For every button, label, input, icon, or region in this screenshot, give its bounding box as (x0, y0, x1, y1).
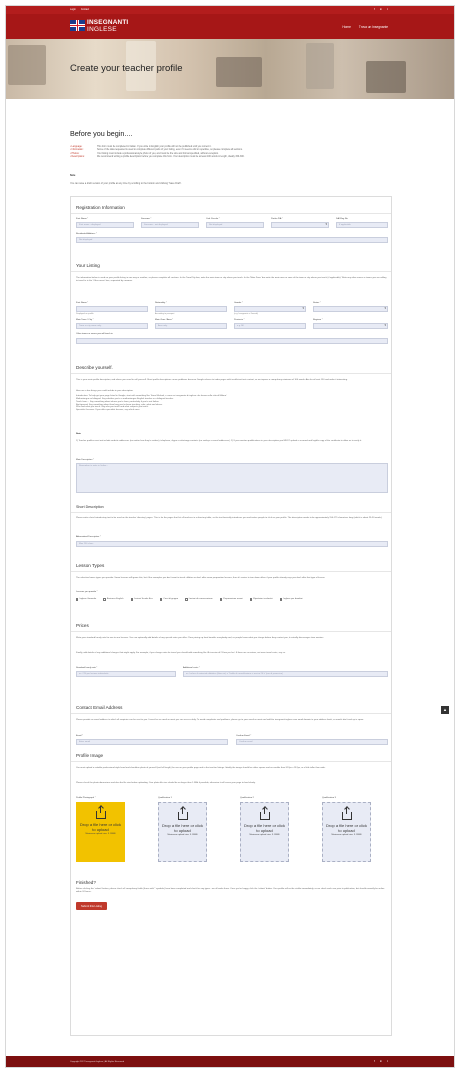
lesson-checkbox[interactable]: Preparazione esami (220, 598, 243, 601)
main-description-label: Main Description * (76, 459, 94, 461)
profile-image-heading: Profile Image (76, 753, 104, 758)
reg-firstname-input[interactable]: First name - displayed (76, 222, 134, 228)
provincia-label: Provincia * (234, 319, 245, 321)
main-description-textarea[interactable]: Remember to write in Italian... (76, 463, 388, 493)
listing-name-input[interactable] (76, 306, 148, 312)
reg-partitaiva-select[interactable] (271, 222, 329, 228)
regione-select[interactable] (313, 323, 388, 329)
registration-heading: Registration Information (76, 205, 125, 210)
bullet-who-what: Who and what you teach: Say who you teach and what subjects you teach. (76, 406, 149, 409)
login-link[interactable]: Login (70, 8, 76, 11)
qualification-1-dropzone[interactable]: Drop a file here or click to upload Maximum upload size: 3.15MB (158, 802, 207, 862)
zone-input[interactable]: Area only (155, 323, 227, 329)
additional-costs-input[interactable]: es. Incluso il materiale didattico (libro etc) o 'Tariffa di cancellazione si avvisa 24 h' (ore di preavviso) (183, 671, 388, 677)
zone-label: Main Zone / Area * (155, 319, 174, 321)
lesson-checkbox[interactable]: Ripetizioni scolastici (250, 598, 273, 601)
form-card (70, 196, 392, 1036)
qualification-3-label: Qualification 3 (322, 797, 336, 799)
req-information: • Information: Some of the data requested is used to complete different parts of your listing, even if it seems odd or repetitive, so please complete all sections. (70, 149, 243, 152)
describe-heading: Describe yourself. (76, 365, 113, 370)
upload-icon (342, 812, 352, 820)
reg-dai-input[interactable]: If applicable (336, 222, 388, 228)
listing-name-label: First Name * (76, 302, 89, 304)
address-label: Residential Address * (76, 233, 97, 235)
page-title: Create your teacher profile (70, 63, 183, 74)
prices-text-1: Write your standard hourly rate for one to one lessons. You can optionally add details of any special rates you offer. Clear pricing up front benefits everybody and, as people know what you charge before they contact you, it actually discourages time wasters. (76, 637, 324, 639)
footer-facebook-icon[interactable]: f (373, 1059, 375, 1064)
reg-surname-input[interactable]: Surname - not displayed (141, 222, 199, 228)
additional-costs-label: Additional costs * (183, 667, 200, 669)
linkedin-icon[interactable]: in (379, 6, 383, 11)
contact-link[interactable]: Contact (80, 8, 90, 11)
uk-flag-icon (70, 20, 85, 31)
finished-text: Before clicking the 'submit' button, please check all compulsory fields (those with * symbols) have been completed and check for any typos - we all make them. Once you're happy, click the 'submit' button. Your profile will not be visible immediately, as we check each one prior to publication, but should normally be online within 24 hours. (76, 888, 385, 893)
town-label: Main Town / City * (76, 319, 94, 321)
confirm-email-label: Confirm Email * (236, 735, 252, 737)
status-select[interactable] (313, 306, 388, 312)
note-text: You can save a draft version of your profile at any time by scrolling to the bottom and clicking 'Save Draft'. (70, 182, 182, 185)
qualification-3-dropzone[interactable]: Drop a file here or click to upload Maximum upload size: 3.15MB (322, 802, 371, 862)
provincia-input[interactable]: e.g. MI (234, 323, 306, 329)
reg-dai-label: DAI Reg No (336, 218, 348, 220)
bullet-intro: Introduction: To help get your page listed in Google, start with something like 'Sono Michael, e sono un insegnante di inglese che lavora nella citta di Milano.' (76, 395, 228, 397)
logo-line-2: INGLESE (87, 26, 117, 33)
main-nav (6, 14, 454, 39)
footer-twitter-icon[interactable]: t (387, 1059, 388, 1064)
other-areas-input[interactable] (76, 338, 388, 344)
profile-image-text-1: You must upload a suitable professional-style head and shoulders photo of yourself (not full length) for use on your profile page and in the teacher listings. Ideally the image should be either square and no smaller than 512px x 512px, or a little taller than wide. (76, 767, 326, 769)
copyright-text: Copyright 2017 Insegnanti Inglese | All Rights Reserved (70, 1061, 125, 1063)
qualification-2-dropzone[interactable]: Drop a file here or click to upload Maximum upload size: 3.15MB (240, 802, 289, 862)
lesson-checkbox[interactable]: Lezioni di conversazione (185, 598, 213, 601)
facebook-icon[interactable]: f (373, 6, 375, 11)
prices-text-2: Finally, add details of any additional charges that might apply. For example, if you charge extra for travel you should add something like 'A ricorsivo di 2 Euro per km'. If there are no extras, not even travel costs, say so. (76, 652, 286, 654)
lesson-checkbox[interactable]: Lezioni Scuole Eco (131, 598, 153, 601)
nationality-input[interactable] (155, 306, 227, 312)
nationality-hint: According to passport (155, 313, 175, 315)
other-areas-label: Other towns or zones you will teach in (76, 333, 113, 335)
abbr-description-label: Abbreviated Description * (76, 536, 101, 538)
gender-label: Gender * (234, 302, 243, 304)
req-language: • Language: This form must be completed in Italian. If you write in English your profile will not be published until you correct it. (70, 146, 212, 148)
nav-home[interactable]: Home (342, 25, 351, 29)
top-bar (6, 6, 454, 14)
req-descriptions: • Descriptions: We recommend writing a profile description before you complete this form. Your description must be at least 100 words in length, ideally 150-300. (70, 156, 245, 159)
contact-email-heading: Contact Email Address (76, 705, 123, 710)
gender-hint: (e.g. Insegnante = Female) (234, 313, 259, 315)
profile-image-text-2: Please check the photo dimensions and also the file size before uploading. Your photo file size should be no larger than 1.5Mb if possible, otherwise it will cause your page to load slowly. (76, 782, 256, 784)
listing-name-hint: Displayed on profile (76, 313, 94, 315)
lesson-checkbox[interactable]: Inglese per bambini (280, 598, 303, 601)
req-photos: • Photos: Your listing must include a professional-style photo of you, and must be the size and format specified, without exception. (70, 152, 219, 155)
upload-icon (178, 812, 188, 820)
reg-surname-label: Surname * (141, 218, 152, 220)
upload-icon (260, 812, 270, 820)
reg-firstname-label: First Name * (76, 218, 89, 220)
lesson-types-heading: Lesson Types (76, 563, 105, 568)
lesson-checkbox[interactable]: Corsi di gruppo (160, 598, 178, 601)
bullet-mothertongue: Mothertongue or bilingual: Say whether you're a mothertongue English teacher or a bilingual teacher. (76, 397, 174, 400)
email-label: Email * (76, 735, 83, 737)
logo-line-1: INSEGNANTI (87, 19, 129, 26)
reg-codfiscale-input[interactable]: Not displayed (206, 222, 264, 228)
site-logo[interactable] (70, 16, 130, 35)
confirm-email-input[interactable]: Confirm email (236, 739, 388, 745)
abbr-description-input[interactable]: Max 250 chars (76, 541, 388, 547)
address-input[interactable]: Not displayed (76, 237, 388, 243)
describe-note-label: Note (76, 433, 81, 435)
reg-codfiscale-label: Cod. Fiscale * (206, 218, 220, 220)
contact-email-text: Please provide an email address to which all enquiries can be sent to you. It must be an email account you can access daily. To avoid complaints and problems, please go to your email account and add the insegnanti-inglese.com email domain to your address book, so emails don't end up in spam. (76, 719, 364, 721)
describe-text: This is your main profile description, and where you need to sell yourself. Short profile descriptions cause problems because Google refuses to index pages with insufficient text content, so we impose a compulsory minimum of 100 words. Aim for at least 150 and make it interesting. (76, 379, 348, 381)
page (5, 5, 455, 1068)
nationality-label: Nationality * (155, 302, 167, 304)
lesson-checkbox[interactable]: Business English (103, 598, 123, 601)
describe-note: 1) Teacher profiles must not include website addresses (no matter how they're written), telephone, skype or whatsapp contacts (no smileys or email addresses). 2) If you mention qualifications in your description you MUST upload a scanned and legible copy of the certificate to allow us to verify it. (76, 440, 362, 442)
email-input[interactable]: Enter email (76, 739, 228, 745)
upload-icon (96, 811, 106, 819)
qualification-1-label: Qualification 1 (158, 797, 172, 799)
lesson-checkbox[interactable]: Inglese Generale (76, 598, 96, 601)
town-input[interactable]: Town or city name only (76, 323, 148, 329)
describe-bullets (76, 395, 388, 412)
reg-partitaiva-label: Partita IVA * (271, 218, 283, 220)
hourly-rate-label: Standard hourly rate * (76, 667, 98, 669)
footer-linkedin-icon[interactable]: in (379, 1059, 383, 1064)
profile-photo-dropzone[interactable]: Drop a file here or click to upload Maximum upload size: 3.15MB (76, 802, 125, 862)
nav-find-teacher[interactable]: Trova un Insegnante (358, 25, 388, 29)
hourly-rate-input[interactable]: es. €20 per lezione individuale (76, 671, 176, 677)
scroll-to-top-icon[interactable]: ▲ (441, 706, 449, 714)
bullet-background: Background: Say something about how long you've been teaching, who, what and where. (76, 403, 163, 406)
before-heading: Before you begin.... (70, 129, 133, 138)
describe-ideas: Here are a few things you could include in your description: (76, 390, 134, 392)
twitter-icon[interactable]: t (387, 6, 388, 11)
lesson-types-text: The selection boxes types you provide. Some lessons will ignore this, but if the examples you don't want to teach children or don't offer exam preparation lessons, then it's easier to turn down offers if your profile already says you don't offer that type of lesson. (76, 577, 326, 579)
footer (6, 1056, 454, 1068)
bullet-teach-from: Teach from...: Say something about where you're from, particularly if you're not Italian. (76, 400, 160, 403)
status-label: Status * (313, 302, 321, 304)
short-description-text: Please write a brief introductory text to be used on the teacher 'directory' pages. This is for the pages that list all teachers in a directory table, so the text basically introduces you and invites people to click on your profile. The description needs to be approximately 150-175 characters long (which is about 25-30 words). (76, 517, 383, 519)
profile-photo-label: Profile Photograph * (76, 797, 96, 799)
listing-text: The information below is used on your profile listing in one way or another, so please complete all sections. In the Town/City box, write the main town or city where you teach. In the 'Main Zone' box write the main area or zone of the town or city where you teach (if applicable). Write any other zones or towns you are willing to travel to in the 'Other areas' box, separated by commas. (76, 277, 387, 282)
qualification-2-label: Qualification 2 (240, 797, 254, 799)
gender-select[interactable] (234, 306, 306, 312)
note-label: Note (70, 174, 76, 177)
bullet-specialist: Specialist Lessons: If you offer specialist lessons, say which ones. (76, 409, 141, 412)
submit-listing-button[interactable]: Submit this Listing (76, 902, 107, 910)
requirements-list (70, 146, 392, 160)
regione-label: Regione * (313, 319, 323, 321)
lesson-checkboxes (76, 598, 303, 601)
listing-heading: Your Listing (76, 263, 100, 268)
finished-heading: Finished? (76, 880, 96, 885)
prices-heading: Prices (76, 623, 89, 628)
short-description-heading: Short Description (76, 505, 104, 509)
hero-banner (6, 39, 454, 99)
lessons-provided-label: Lessons you provide * (76, 591, 98, 593)
